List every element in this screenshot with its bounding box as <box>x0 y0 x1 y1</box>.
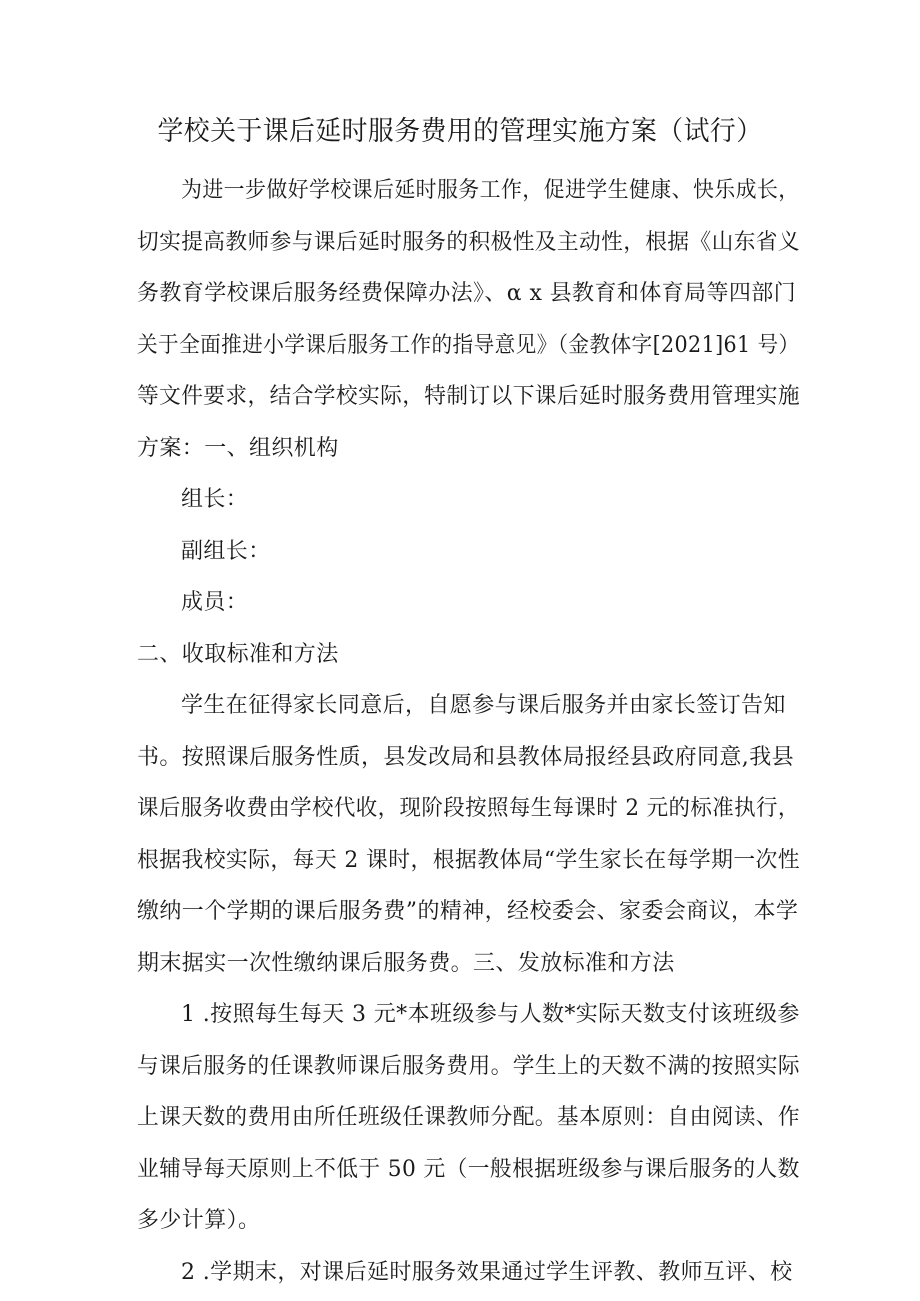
text-line: 缴纳一个学期的课后服务费”的精神，经校委会、家委会商议，本学 <box>137 899 799 924</box>
role-deputy-leader: 副组长： <box>181 538 271 564</box>
text-line: 关于全面推进小学课后服务工作的指导意见》（金教体字[2021]61 号） <box>137 332 800 358</box>
text-line: 书。按照课后服务性质，县发改局和县教体局报经县政府同意,我县 <box>137 744 794 770</box>
text-line: 上课天数的费用由所任班级任课教师分配。基本原则：自由阅读、作 <box>137 1105 801 1130</box>
text-line: 等文件要求，结合学校实际，特制订以下课后延时服务费用管理实施 <box>137 384 801 409</box>
list-item-2: 2 .学期末，对课后延时服务效果通过学生评教、教师互评、校 <box>181 1259 793 1285</box>
text-line: 学生在征得家长同意后，自愿参与课后服务并由家长签订告知 <box>181 693 786 718</box>
document-title: 学校关于课后延时服务费用的管理实施方案（试行） <box>157 116 763 147</box>
text-line: 务教育学校课后服务经费保障办法》、α x 县教育和体育局等四部门 <box>137 281 797 306</box>
section-heading-2: 二、收取标准和方法 <box>137 641 339 667</box>
text-line: 业辅导每天原则上不低于 50 元（一般根据班级参与课后服务的人数 <box>137 1156 800 1182</box>
role-leader: 组长： <box>181 487 249 512</box>
text-line: 为进一步做好学校课后延时服务工作，促进学生健康、快乐成长， <box>181 178 800 203</box>
text-line: 切实提高教师参与课后延时服务的积极性及主动性，根据《山东省义 <box>137 229 801 255</box>
text-line: 多少计算）。 <box>137 1208 261 1233</box>
section-heading-1: 方案：一、组织机构 <box>137 435 339 461</box>
text-line: 课后服务收费由学校代收，现阶段按照每生每课时 2 元的标准执行， <box>137 796 800 821</box>
text-line: 期末据实一次性缴纳课后服务费。三、发放标准和方法 <box>137 950 675 976</box>
text-line: 根据我校实际，每天 2 课时，根据教体局“学生家长在每学期一次性 <box>137 847 801 873</box>
text-line: 与课后服务的任课教师课后服务费用。学生上的天数不满的按照实际 <box>137 1053 801 1079</box>
list-item-1: 1 .按照每生每天 3 元*本班级参与人数*实际天数支付该班级参 <box>181 1002 800 1027</box>
role-members: 成员： <box>181 590 249 615</box>
